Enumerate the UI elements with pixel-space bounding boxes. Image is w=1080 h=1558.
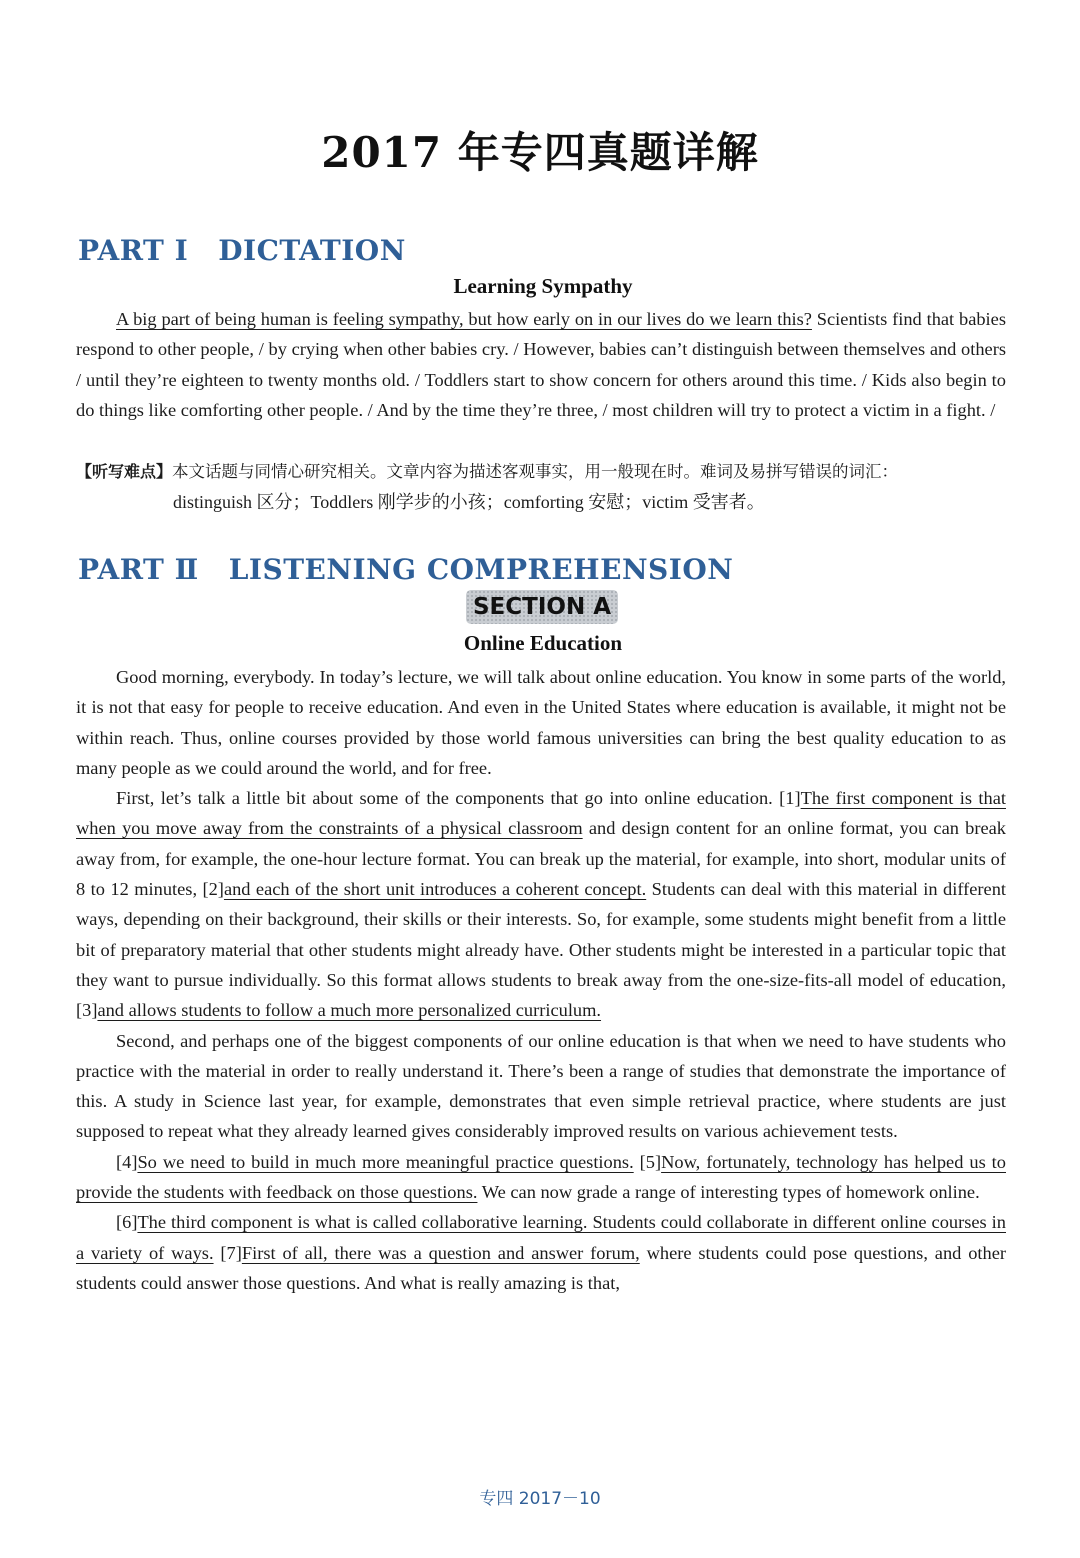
section-a-badge: SECTION A	[466, 590, 618, 624]
part2-number: PART Ⅱ	[78, 553, 199, 586]
answer-6: The third component is what is called collaborative learning. Students could collaborate in different online courses in a variety of ways.	[76, 1212, 1006, 1263]
answer-5: Now, fortunately, technology has helped us to provide the students with feedback on those questions.	[76, 1151, 1006, 1203]
part1-subtitle: Learning Sympathy	[453, 274, 633, 298]
note-tag: 【听写难点】	[76, 462, 173, 481]
paragraph-1: Good morning, everybody. In today’s lecture, we will talk about online education. You know in some parts of the world, it is not that easy for people to receive education. And even in the United States where education is available, it might not be within reach. Thus, online courses provided by those world famous universities can bring the best quality education to as many people as we could around the world, and for free.	[76, 667, 1006, 778]
dictation-note	[76, 456, 1011, 518]
listening-passage	[76, 662, 1006, 1298]
part2-subtitle: Online Education	[463, 631, 623, 655]
paragraph-3: Second, and perhaps one of the biggest components of our online education is that when we need to have students who practice with the material in order to really understand it. There’s been a range of studies that demonstrate the importance of this. A study in Science last year, for example, demonstrates that even simple retrieval practice, where students are just supposed to repeat what they already learned gives considerably improved results on various achievement tests.	[76, 1030, 1006, 1142]
dictation-passage	[76, 304, 1006, 425]
part2-heading	[78, 553, 733, 586]
part2-name: LISTENING COMPREHENSION	[228, 553, 734, 586]
dictation-rest: Scientists find that babies respond to other people, / by crying when other babies cry. / However, babies can’t distinguish between themselves and others / until they’re eighteen to twenty months old. / Toddlers start to show concern for others around this time. / Kids also begin to do things like comforting other people. / And by the time they’re three, / most children will try to protect a victim in a fight. /	[76, 309, 1006, 420]
paragraph-2: First, let’s talk a little bit about some of the components that go into online education. [1]The first component is that when you move away from the constraints of a physical classroom and design content for an online format, you can break away from, for example, the one-hour lecture format. You can break up the material, for example, into short, modular units of 8 to 12 minutes, [2]and each of the short unit introduces a coherent concept. Students can deal with this material in different ways, depending on their background, their skills or their interests. So, for example, some students might benefit from a little bit of preparatory material that other students might already have. Other students might be interested in a particular topic that they want to pursue individually. So this format allows students to break away from the one-size-fits-all model of education, [3]and allows students to follow a much more personalized curriculum.	[76, 788, 1007, 1021]
part1-number: PART Ⅰ	[78, 234, 189, 267]
answer-1: The first component is that when you move away from the constraints of a physical classroom	[76, 788, 1006, 839]
paragraph-5: [6]The third component is what is called collaborative learning. Students could collaborate in different online courses in a variety of ways. [7]First of all, there was a question and answer forum, where students could pose questions, and other students could answer those questions. And what is really amazing is that,	[76, 1212, 1007, 1293]
dictation-first-sentence: A big part of being human is feeling sympathy, but how early on in our lives do we learn this?	[116, 309, 812, 329]
note-line-1: 本文话题与同情心研究相关。文章内容为描述客观事实，用一般现在时。难词及易拼写错误的词汇：	[172, 462, 899, 481]
answer-4: So we need to build in much more meaningful practice questions.	[137, 1151, 634, 1172]
note-line-2: distinguish 区分；Toddlers 刚学步的小孩；comforting 安慰；victim 受害者。	[173, 492, 765, 512]
paragraph-4: [4]So we need to build in much more meaningful practice questions. [5]Now, fortunately, technology has helped us to provide the students with feedback on those questions. We can now grade a range of interesting types of homework online.	[76, 1151, 1006, 1203]
part1-heading	[78, 234, 406, 267]
page-title: 2017 年专四真题详解	[321, 128, 759, 177]
page-footer: 专四 2017－10	[479, 1489, 601, 1509]
answer-2: and each of the short unit introduces a coherent concept.	[223, 879, 647, 900]
part1-name: DICTATION	[218, 234, 406, 267]
answer-3: and allows students to follow a much more personalized curriculum.	[97, 1000, 602, 1021]
answer-7: First of all, there was a question and answer forum,	[241, 1242, 640, 1263]
